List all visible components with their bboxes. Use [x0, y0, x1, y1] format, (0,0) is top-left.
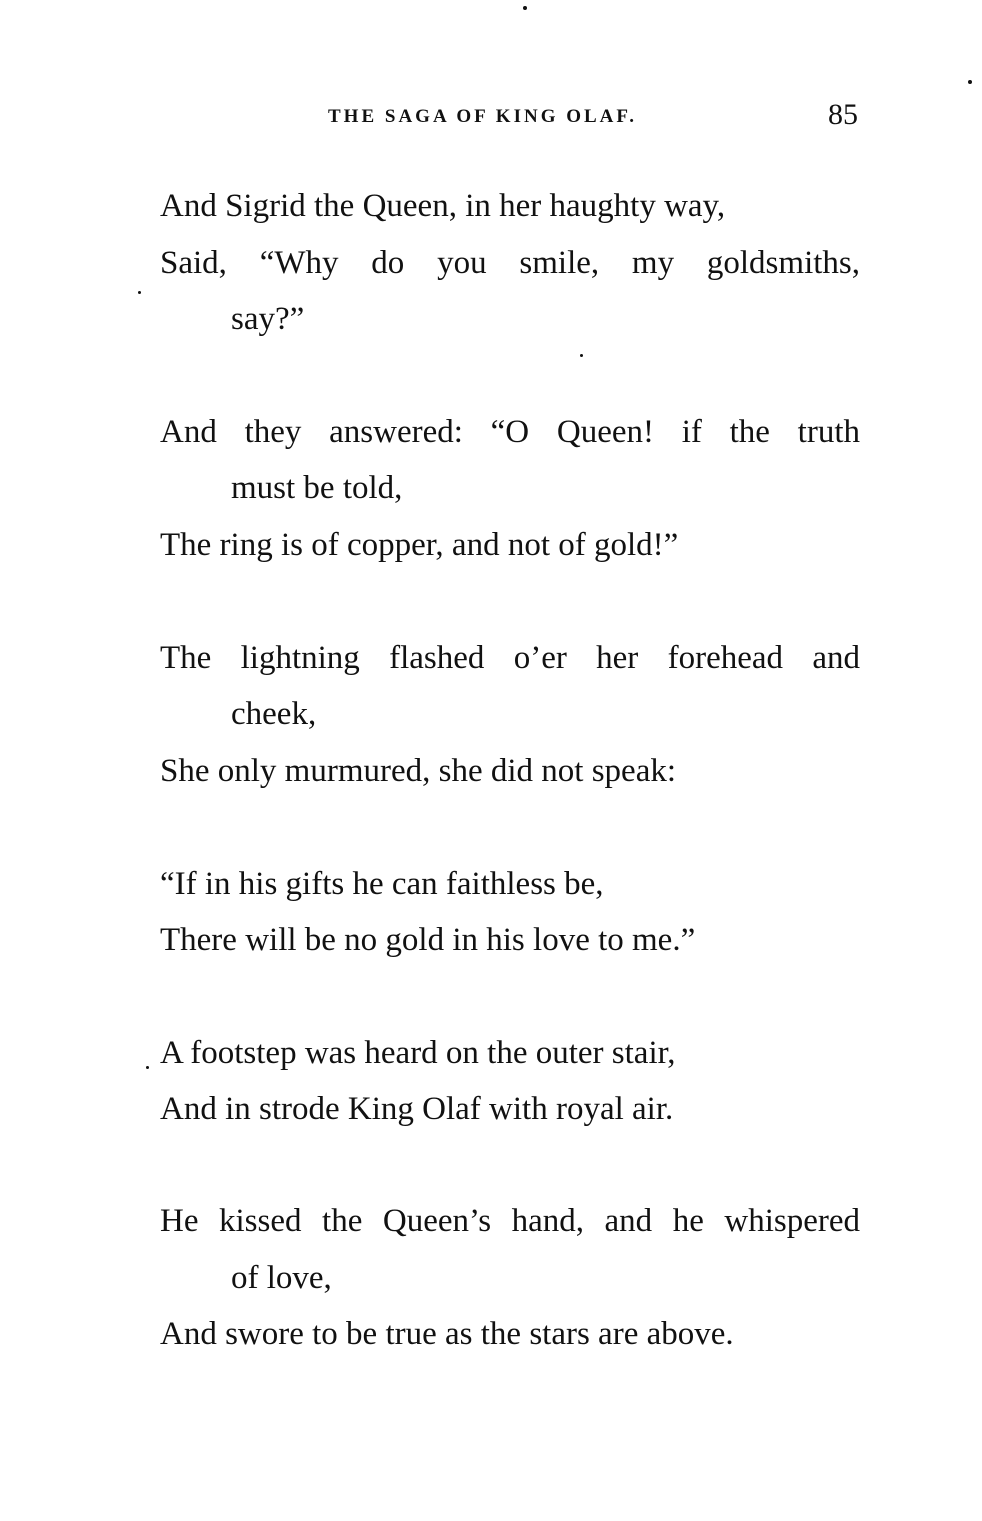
scan-speck [968, 80, 972, 84]
scan-speck [138, 291, 141, 294]
scan-speck [580, 354, 583, 357]
verse-line-continuation: cheek, [231, 696, 317, 732]
verse-line: She only murmured, she did not speak: [160, 753, 677, 789]
verse-line: Said, “Why do you smile, my goldsmiths, [160, 245, 860, 281]
running-head-title: THE SAGA OF KING OLAF. [328, 106, 638, 127]
verse-line: And in strode King Olaf with royal air. [160, 1091, 674, 1127]
scan-speck [523, 6, 527, 10]
verse-line: And swore to be true as the stars are above. [160, 1316, 734, 1352]
verse-line: And they answered: “O Queen! if the truth [160, 414, 860, 450]
verse-line-continuation: must be told, [231, 470, 403, 506]
verse-line: There will be no gold in his love to me.” [160, 922, 696, 958]
verse-line-continuation: say?” [231, 301, 305, 337]
scan-speck [146, 1066, 149, 1069]
running-head [160, 98, 860, 138]
verse-line: He kissed the Queen’s hand, and he whispered [160, 1203, 860, 1239]
page-number: 85 [828, 98, 858, 131]
verse-line: “If in his gifts he can faithless be, [160, 866, 604, 902]
verse-line: The lightning flashed o’er her forehead and [160, 640, 860, 676]
verse-line: And Sigrid the Queen, in her haughty way, [160, 188, 726, 224]
verse-line: The ring is of copper, and not of gold!” [160, 527, 679, 563]
verse-line: A footstep was heard on the outer stair, [160, 1035, 676, 1071]
verse-line-continuation: of love, [231, 1260, 332, 1296]
